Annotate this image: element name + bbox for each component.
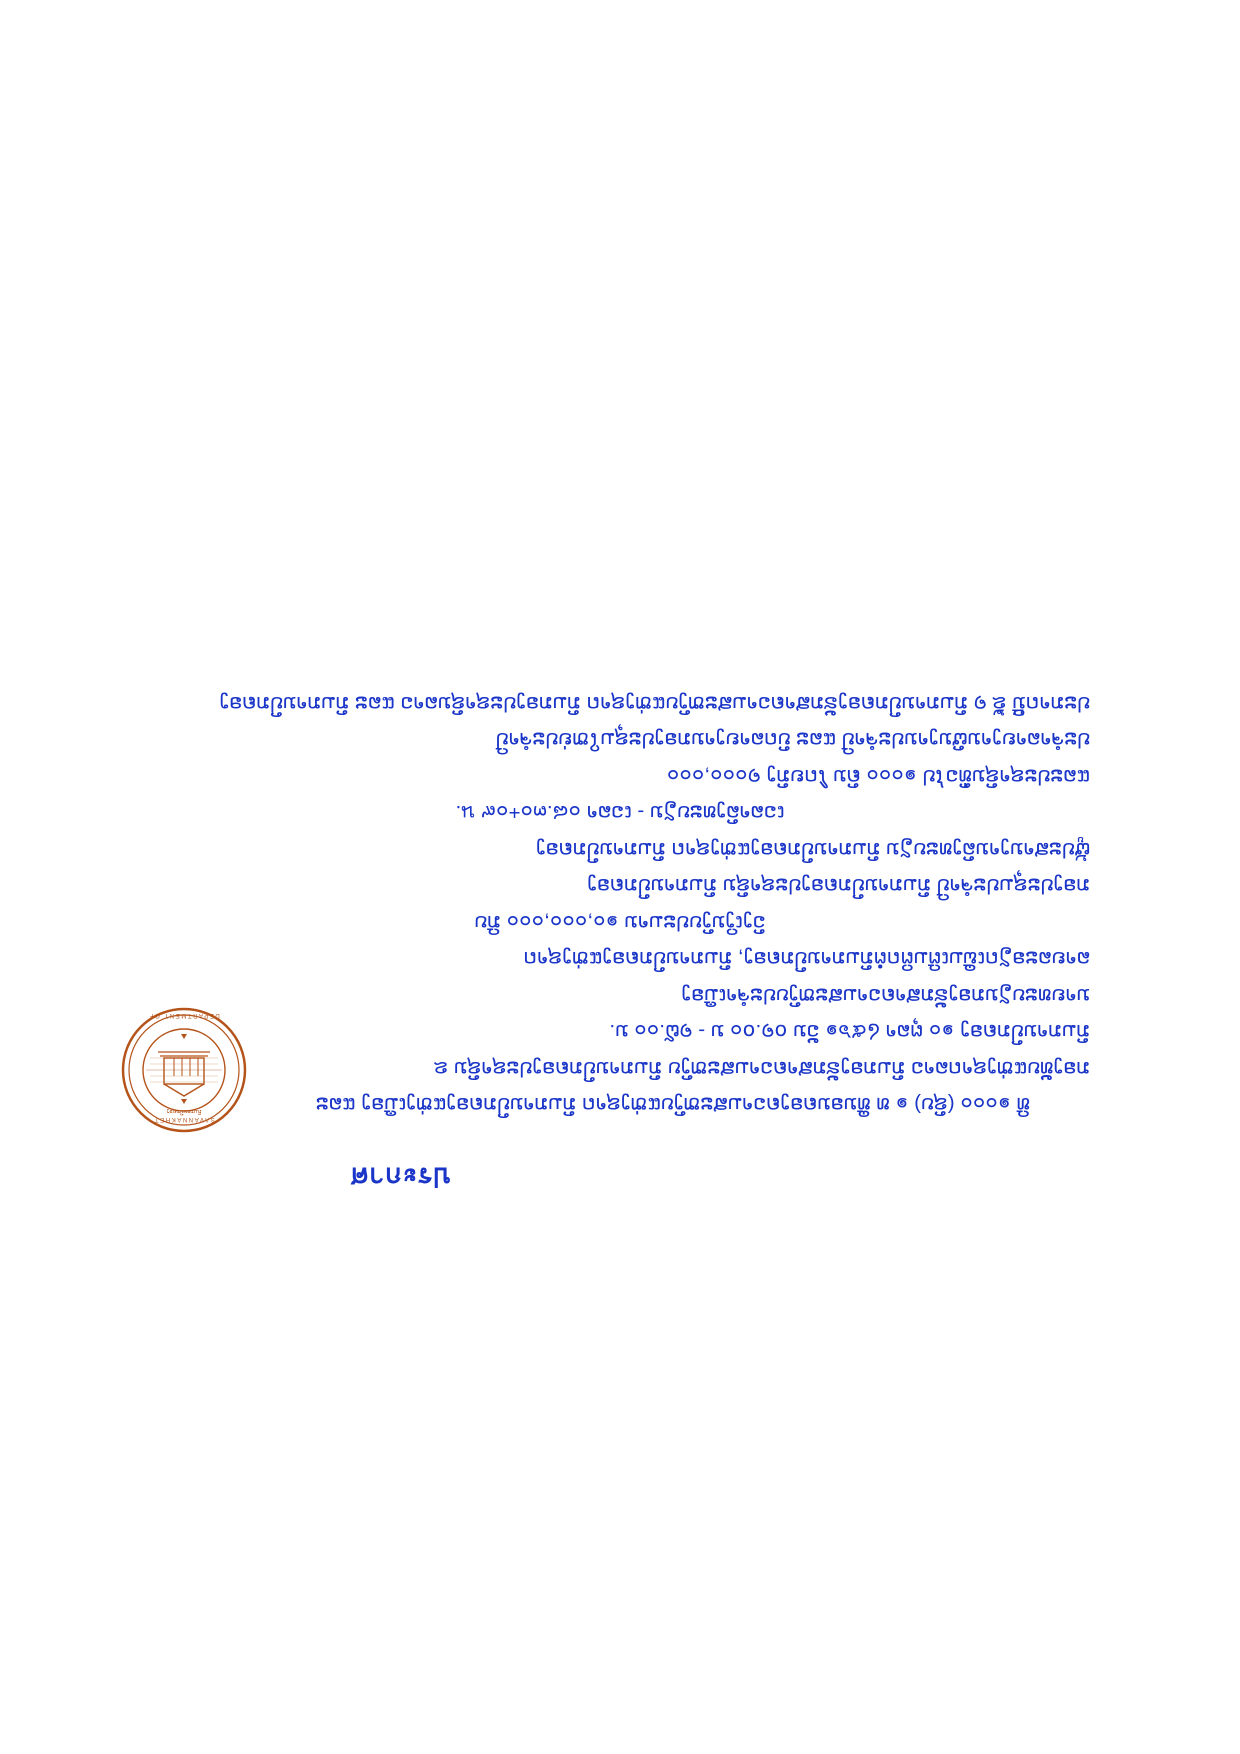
document-line: ຜູ້ປະສານງານລົງທະບຽນ ກົມການປົກຄອງແຫ່ງຊາດ ກົມການປົກຄອງ	[535, 837, 1090, 861]
document-content	[150, 684, 1090, 1199]
seal-outer-text-bottom: DEPARTMENT OF	[148, 1012, 220, 1018]
document-line: ນາຍທະບຽນກອງຮັກສາຄວາມສະຫງົບປະຈຳເມືອງ	[681, 983, 1090, 1007]
document-paragraphs	[150, 684, 1090, 1122]
document-line: ກົມການປົກຄອງ ๑๐ ຕຸລາ ໒๕๖๑ ວັນ ໐໑.໐๐ ນ - ໑໖.๐๐ ນ.	[609, 1020, 1090, 1044]
document-line: ແລະປະຊາຊົນທົ່ວໄປ ๑๐๐๐ ຄົນ ໂດຍກົງ ໑๐๐๐,๐๐๐	[666, 764, 1090, 788]
page-title: ประกาศ	[350, 1162, 451, 1192]
document-line: ປະຈຳລາຍງານຜົນງານປະຈຳປີ ແລະ ບົດລາຍງານກອງປະຊຸມໃຫຍ່ປະຈຳປີ	[495, 728, 1090, 752]
document-line: ເວລາລົງທະບຽນ - ເວລາ ๐๘.๓๐+๐๙ น.	[455, 801, 785, 825]
seal-outer-text-top: SAVANNAKHET	[153, 1116, 215, 1122]
document-line: ວົງເງິນງົບປະມານ ๑๐,๐๐๐,๐๐๐ ກີບ	[474, 910, 766, 934]
document-line: ກອງປະຊຸມປະຈຳປີ ກົມການປົກຄອງປະຊາຊົນ ກົມການປົກຄອງ	[587, 874, 1090, 898]
seal-inner-text: ກົມການປົກຄອງ	[166, 1108, 202, 1114]
document-line: ທີ ๑๐๐๐ (ຊົບ) ๑ ທ ທີ່ນອນຄອງຄວາມສະຫງົບແຫ່ງຊາດ ກົມການປົກຄອງແຫ່ງເມືອງ ແລະ	[315, 1093, 1030, 1116]
document-line: ປະກາດນີ້ ຂໍ້ ໑ ກົມການປົກຄອງຮັກສາຄວາມສະຫງົບແຫ່ງຊາດ ກົມກອງປະຊາຊົນລາວ ແລະ ກົມການປົກຄອງ	[219, 691, 1090, 715]
document-line: ກອງທັບແຫ່ງຊາດລາວ ກົມກອງຮັກສາຄວາມສະຫງົບ ກົມການປົກຄອງປະຊາຊົນ ຂ	[434, 1056, 1090, 1080]
document-line: ລາຍລະອຽດເພີ່ມເຕີມຕິດຕໍ່ກົມການປົກຄອງ, ກົມການປົກຄອງແຫ່ງຊາດ	[523, 947, 1090, 971]
